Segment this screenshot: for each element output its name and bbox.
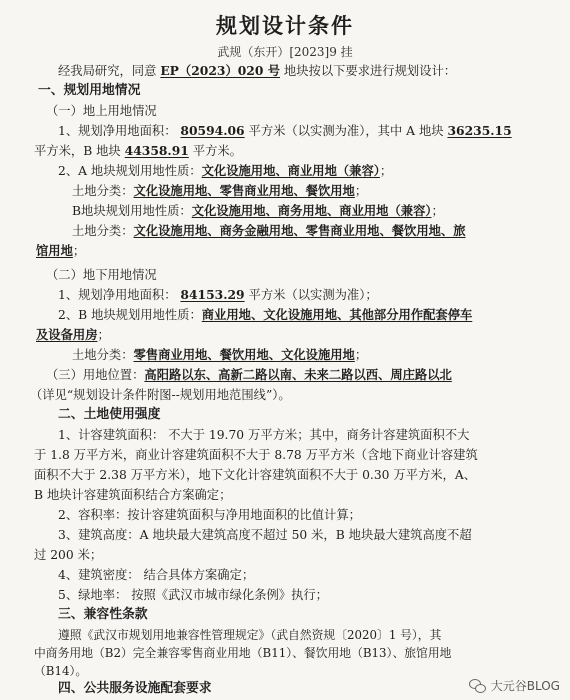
height-line-2: 过 200 米；	[34, 548, 103, 562]
b-land-class: 土地分类：文化设施用地、商务金融用地、零售商业用地、餐饮用地、旅	[72, 223, 466, 238]
underground-class: 土地分类：零售商业用地、餐饮用地、文化设施用地；	[72, 347, 368, 362]
b-land-nature: B地块规划用地性质：文化设施用地、商务用地、商业用地（兼容）；	[72, 203, 444, 218]
land-location: （三）用地位置：高阳路以东、高新二路以南、未来二路以西、周庄路以北	[46, 367, 452, 382]
section-heading-2: 二、土地使用强度	[58, 407, 161, 422]
plot-code: EP（2023）020 号	[160, 63, 280, 78]
section-heading-1: 一、规划用地情况	[38, 83, 141, 98]
a-land-nature: 2、A 地块规划用地性质：文化设施用地、商业用地（兼容）；	[58, 163, 393, 178]
far-line-3: 面积不大于 2.38 万平方米），地下文化计容建筑面积不大于 0.30 万平方米，A、	[34, 468, 477, 482]
underground-area: 1、规划净用地面积： 84153.29 平方米（以实测为准）；	[58, 287, 378, 302]
plot-ratio: 2、容积率：按计容建筑面积与净用地面积的比值计算；	[58, 508, 361, 522]
document-title: 规划设计条件	[216, 13, 354, 38]
document-number: 武规（东开）[2023]9 挂	[217, 45, 353, 59]
section-heading-3: 三、兼容性条款	[58, 607, 148, 622]
wechat-icon	[469, 679, 487, 693]
net-area-line: 1、规划净用地面积： 80594.06 平方米（以实测为准），其中 A 地块 36235.15	[58, 123, 512, 138]
compat-line-3: （B14）。	[34, 664, 88, 678]
b-land-class-2: 馆用地；	[36, 243, 86, 258]
far-line-4: B 地块计容建筑面积结合方案确定；	[34, 488, 232, 502]
net-area-line-2: 平方米，B 地块 44358.91 平方米。	[34, 143, 242, 158]
subsection-underground: （二）地下用地情况	[46, 268, 157, 282]
green-ratio: 5、绿地率： 按照《武汉市城市绿化条例》执行；	[58, 588, 328, 602]
a-land-class: 土地分类：文化设施用地、零售商业用地、餐饮用地；	[72, 183, 368, 198]
subsection-above-ground: （一）地上用地情况	[46, 104, 157, 118]
land-location-2: （详见“规划设计条件附图--规划用地范围线”）。	[30, 388, 291, 402]
watermark: 大元谷BLOG	[469, 677, 560, 694]
height-line-1: 3、建筑高度：A 地块最大建筑高度不超过 50 米，B 地块最大建筑高度不超	[58, 528, 472, 542]
building-density: 4、建筑密度： 结合具体方案确定；	[58, 568, 255, 582]
section-heading-4: 四、公共服务设施配套要求	[58, 681, 212, 696]
compat-line-1: 遵照《武汉市规划用地兼容性管理规定》（武自然资规〔2020〕1 号），其	[58, 628, 442, 642]
intro-line: 经我局研究，同意 EP（2023）020 号 地块按以下要求进行规划设计：	[58, 63, 457, 78]
underground-nature: 2、B 地块规划用地性质：商业用地、文化设施用地、其他部分用作配套停车	[58, 307, 473, 322]
far-line-1: 1、计容建筑面积： 不大于 19.70 万平方米；其中，商务计容建筑面积不大	[58, 428, 470, 442]
far-line-2: 于 1.8 万平方米，商业计容建筑面积不大于 8.78 万平方米（含地下商业计容建筑	[34, 448, 478, 462]
underground-nature-2: 及设备用房；	[36, 327, 110, 342]
compat-line-2: 中商务用地（B2）完全兼容零售商业用地（B11）、餐饮用地（B13）、旅馆用地	[34, 646, 452, 660]
